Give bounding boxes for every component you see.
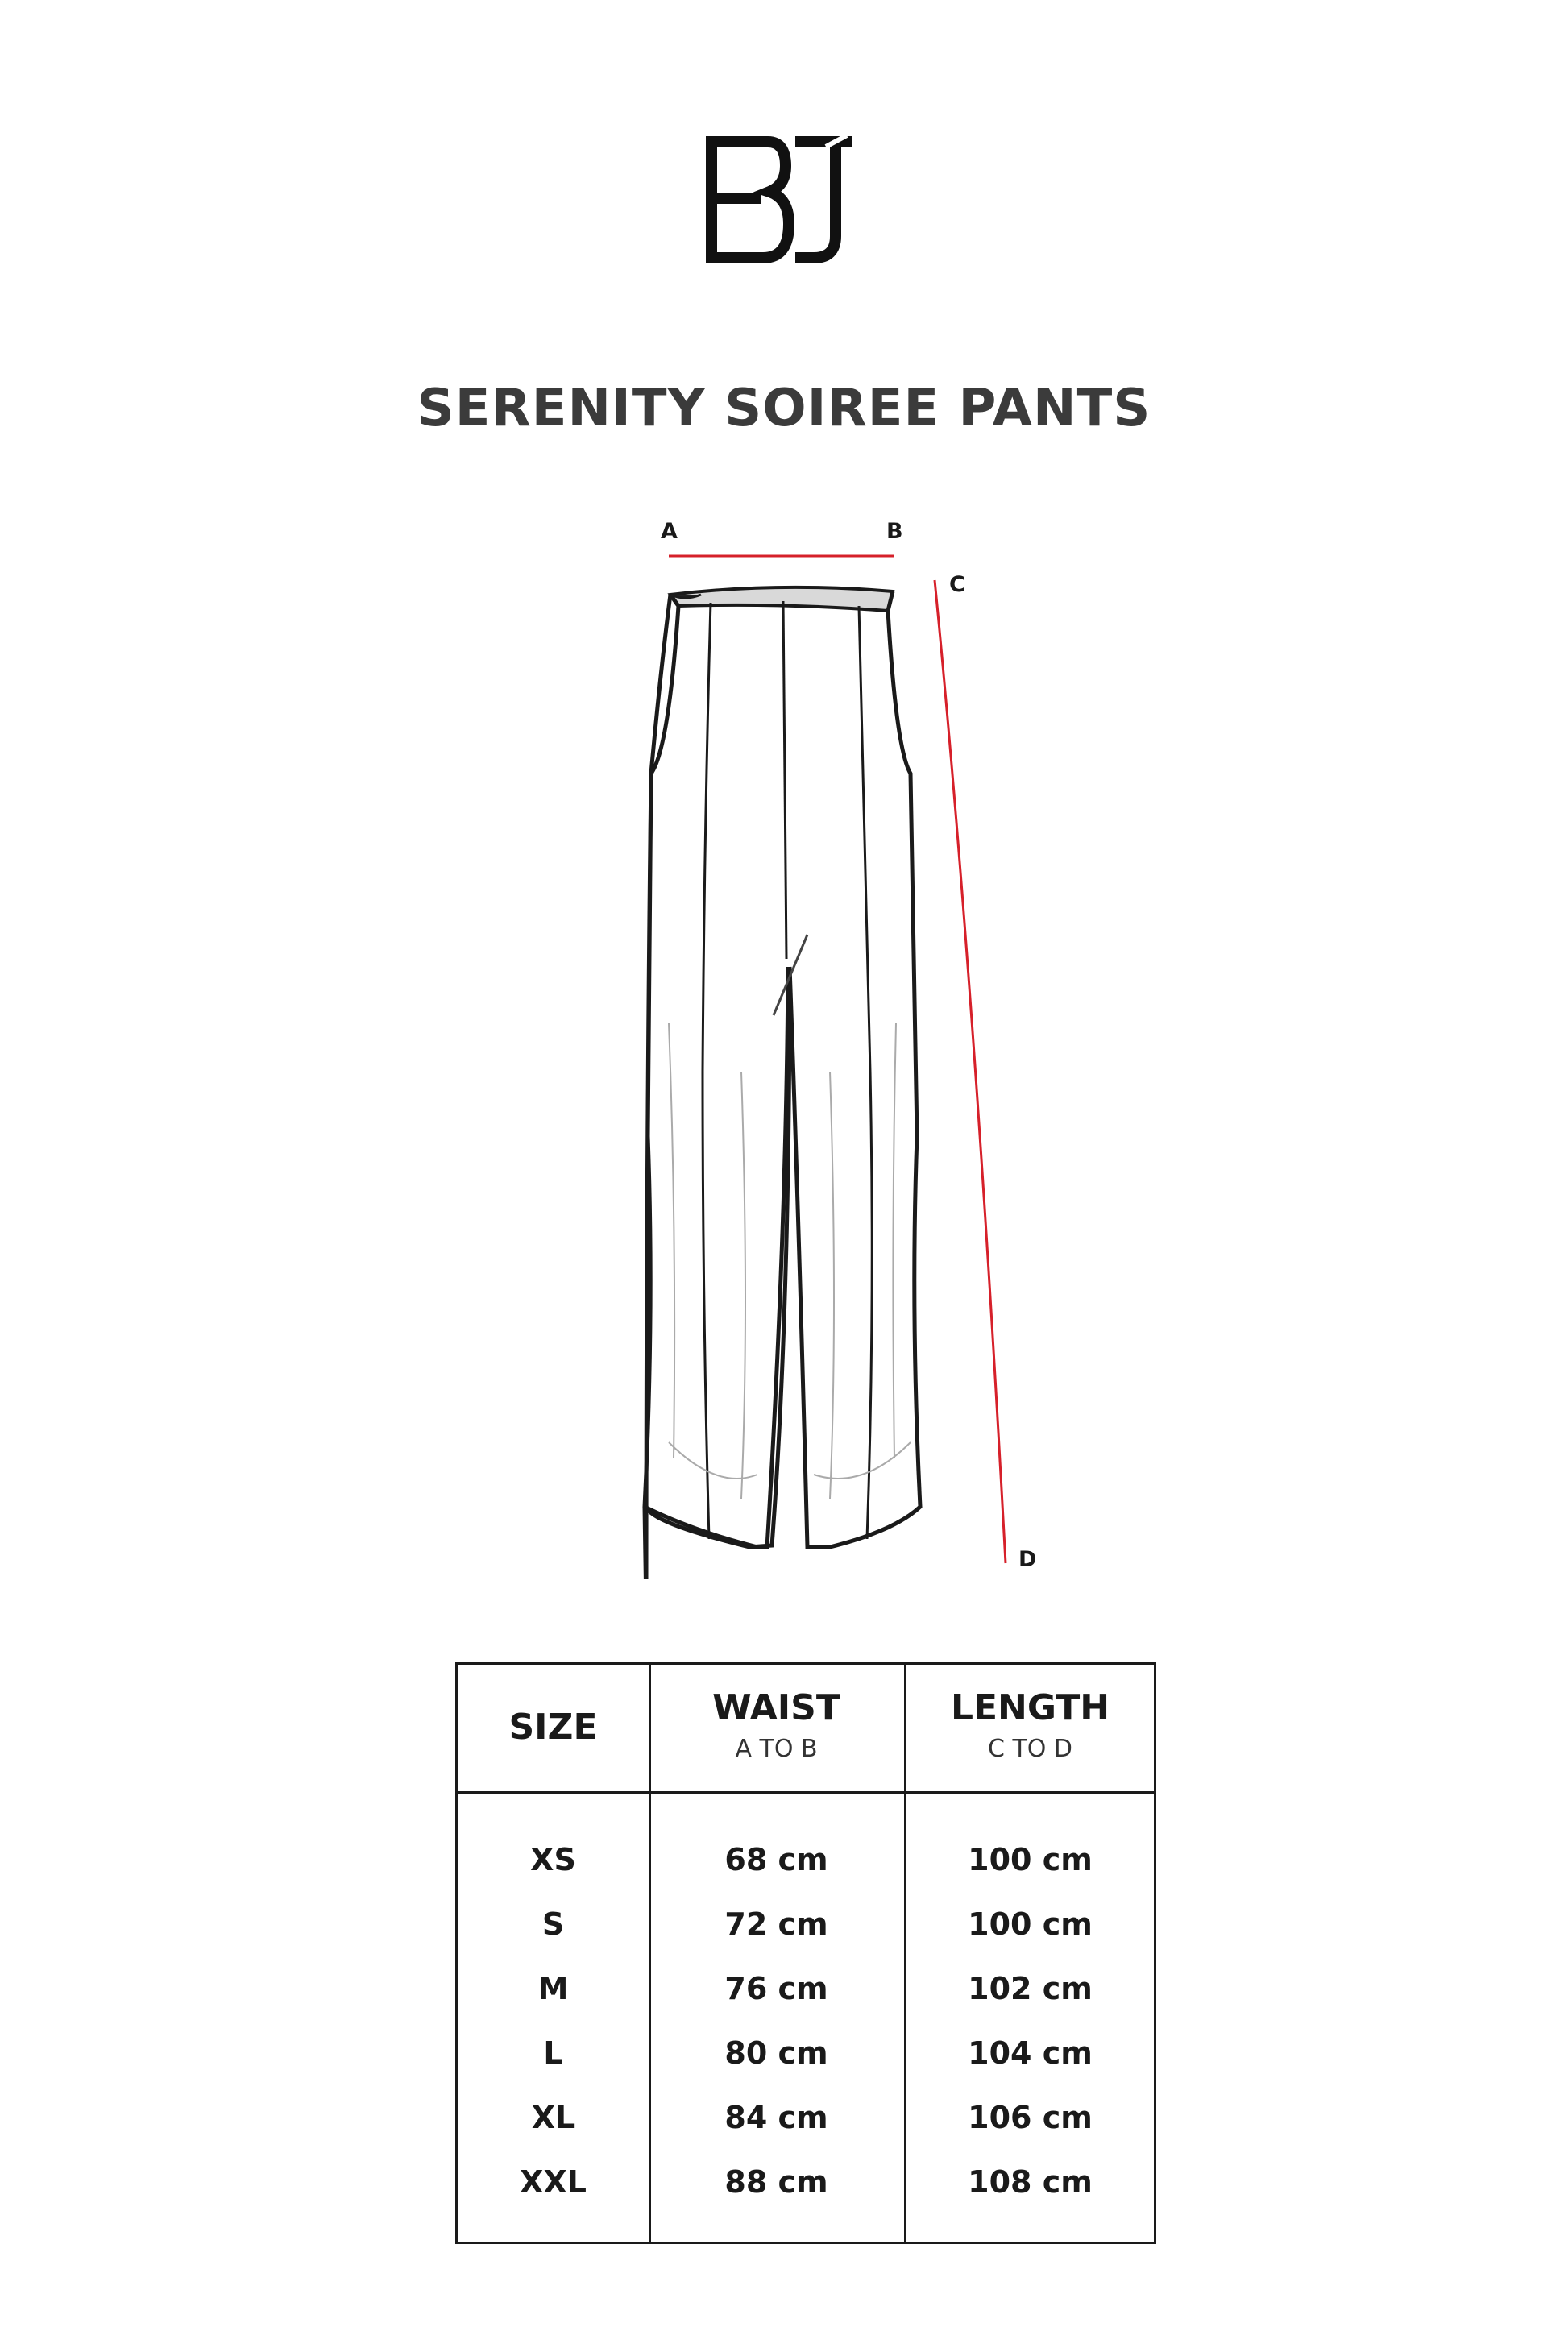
pants-diagram — [596, 508, 1047, 1579]
length-cell: 104 cm — [968, 2035, 1093, 2071]
length-cell: 100 cm — [968, 1906, 1093, 1942]
waist-cell: 68 cm — [724, 1842, 828, 1877]
product-title: SERENITY SOIREE PANTS — [417, 379, 1151, 438]
point-a-label: A — [661, 519, 678, 544]
waist-cell: 88 cm — [724, 2164, 828, 2200]
brand-logo — [705, 135, 858, 264]
size-cell: S — [541, 1906, 565, 1942]
waist-header: WAIST A TO B — [649, 1687, 904, 1763]
waist-cell: 84 cm — [724, 2100, 828, 2135]
point-b-label: B — [886, 519, 903, 544]
point-c-label: C — [949, 572, 965, 597]
length-header: LENGTH C TO D — [904, 1687, 1156, 1763]
point-d-label: D — [1018, 1547, 1037, 1572]
length-cell: 102 cm — [968, 1971, 1093, 2006]
size-chart-table — [455, 1662, 1156, 2244]
size-cell: L — [543, 2035, 563, 2071]
waist-cell: 80 cm — [724, 2035, 828, 2071]
length-measure-line — [935, 580, 1006, 1563]
waist-cell: 72 cm — [724, 1906, 828, 1942]
waist-subheader: A TO B — [735, 1735, 818, 1763]
length-cell: 100 cm — [968, 1842, 1093, 1877]
length-subheader: C TO D — [987, 1735, 1073, 1763]
pants-illustration — [596, 508, 1047, 1579]
size-cell: M — [537, 1971, 569, 2006]
size-cell: XXL — [520, 2164, 587, 2200]
size-cell: XL — [531, 2100, 575, 2135]
waist-cell: 76 cm — [724, 1971, 828, 2006]
size-header: SIZE — [508, 1707, 598, 1748]
length-cell: 106 cm — [968, 2100, 1093, 2135]
size-cell: XS — [530, 1842, 576, 1877]
length-cell: 108 cm — [968, 2164, 1093, 2200]
